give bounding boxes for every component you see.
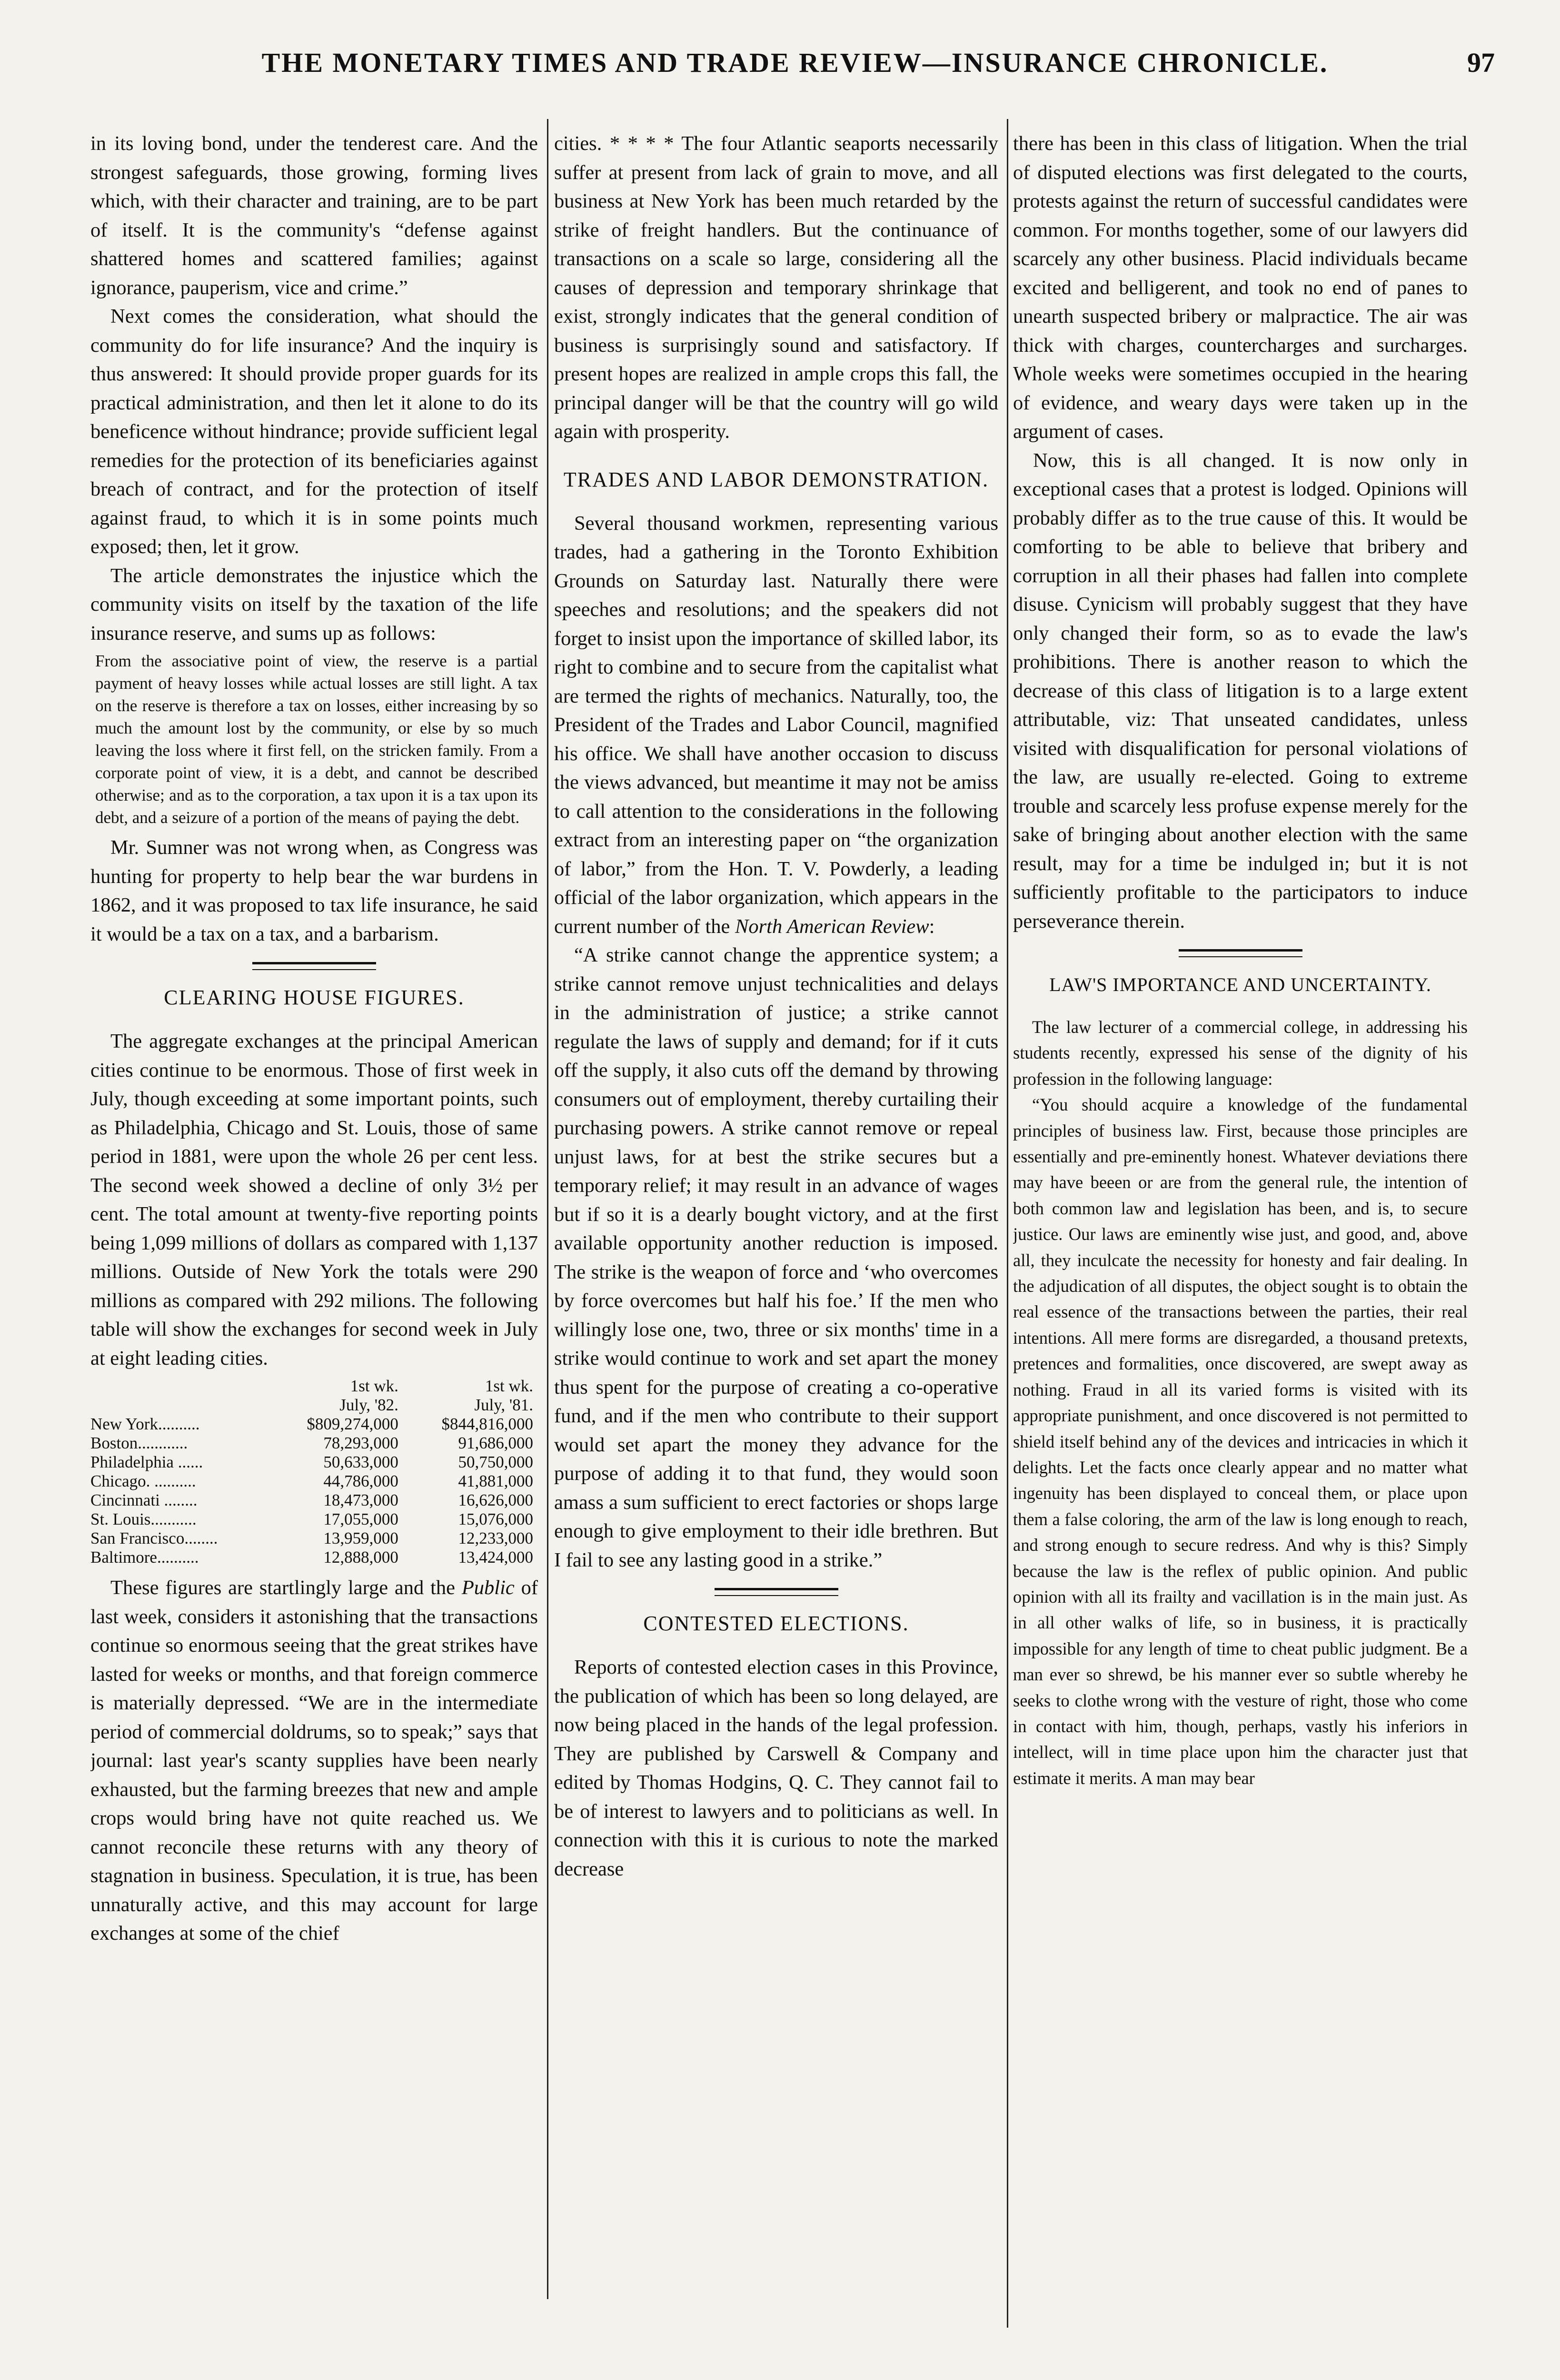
value-1881: 50,750,000 bbox=[458, 1453, 533, 1471]
paragraph: The law lecturer of a commercial college, in addressing his students recently, expressed his sense of the dignity of his profession in the following language: bbox=[1013, 1017, 1468, 1089]
table-header-1882: 1st wk. July, '82. bbox=[339, 1377, 398, 1414]
section-heading: CLEARING HOUSE FIGURES. bbox=[164, 986, 465, 1009]
column-3 bbox=[1013, 129, 1468, 2367]
value-1881: $844,816,000 bbox=[441, 1415, 533, 1433]
page-number: 97 bbox=[1467, 47, 1495, 78]
column-divider-left bbox=[547, 119, 548, 2299]
value-1882: 13,959,000 bbox=[323, 1529, 398, 1547]
paragraph: Now, this is all changed. It is now only in exceptional cases that a protest is lodged. Opinions will probably differ as to the true cause of this. It would be comforting to be able to believe that bribery and corruption in all their phases had fallen into complete disuse. Cynicism will probably suggest that they have only changed their form, so as to evade the law's prohibitions. There is another reason to which the decrease of this class of litigation is to a large extent attributable, viz: That unseated candidates, unless visited with disqualification for personal violations of the law, are usually re-elected. Going to extreme trouble and scarcely less profuse expense merely for the sake of bringing about another election with the same result, may for a time be indulged in; but it is not sufficiently profitable to the participators to induce perseverance therein. bbox=[1013, 449, 1468, 932]
clearing-house-table bbox=[90, 1377, 538, 1567]
value-1882: 50,633,000 bbox=[323, 1453, 398, 1471]
paragraph: The article demonstrates the injustice which the community visits on itself by the taxation of the life insurance reserve, and sums up as follows: bbox=[90, 564, 538, 645]
section-rule bbox=[715, 1588, 838, 1596]
masthead-title: THE MONETARY TIMES AND TRADE REVIEW—INSURANCE CHRONICLE. bbox=[261, 47, 1329, 78]
table-row bbox=[90, 1434, 538, 1453]
paragraph: “A strike cannot change the apprentice system; a strike cannot remove unjust technicalities and delays in the administration of justice; a strike cannot regulate the laws of supply and demand; for if it cuts off the supply, it also cuts off the demand by throwing consumers out of employment, thereby curtailing their purchasing powers. A strike cannot remove or repeal unjust laws, for at best the strike secures but a temporary relief; it may result in an advance of wages but if so it is a dearly bought victory, and at the first available opportunity another reduction is imposed. The strike is the weapon of force and ‘who overcomes by force overcomes but half his foe.’ If the men who willingly lose one, two, three or six months' time in a strike would continue to work and set apart the money thus spent for the purpose of creating a co-operative fund, and if the men who contribute to their support would set apart the money they advance for the purpose of adding it to that fund, they would soon amass a sum sufficient to erect factories or shops large enough to give employment to their idle brethren. But I fail to see any lasting good in a strike.” bbox=[554, 944, 998, 1571]
value-1882: 44,786,000 bbox=[323, 1472, 398, 1490]
table-row bbox=[90, 1510, 538, 1529]
section-heading: CONTESTED ELECTIONS. bbox=[643, 1612, 909, 1635]
masthead bbox=[71, 43, 1500, 86]
value-1881: 91,686,000 bbox=[458, 1434, 533, 1452]
paragraph: there has been in this class of litigation. When the trial of disputed elections was first delegated to the courts, protests against the return of successful candidates were common. For months together, some of our lawyers did scarcely any other business. Placid individuals became excited and belligerent, and took no end of panes to unearth suspected bribery or malpractice. The air was thick with charges, countercharges and surcharges. Whole weeks were sometimes occupied in the hearing of evidence, and weary days were taken up in the argument of cases. bbox=[1013, 132, 1468, 443]
paragraph: Reports of contested election cases in this Province, the publication of which has been so long delayed, are now being placed in the hands of the legal profession. They are published by Carswell & Company and edited by Thomas Hodgins, Q. C. They cannot fail to be of interest to lawyers and to politicians as well. In connection with this it is curious to note the marked decrease bbox=[554, 1656, 998, 1880]
paragraph: The aggregate exchanges at the principal American cities continue to be enormous. Those of first week in July, though exceeding at some important points, such as Philadelphia, Chicago and St. Louis, those of same period in 1881, were upon the whole 26 per cent less. The second week showed a decline of only 3½ per cent. The total amount at twenty-five reporting points being 1,099 millions of dollars as compared with 1,137 millions. Outside of New York the totals were 290 millions as compared with 292 milions. The following table will show the exchanges for second week in July at eight leading cities. bbox=[90, 1030, 538, 1369]
section-rule bbox=[1179, 949, 1302, 957]
value-1882: 18,473,000 bbox=[323, 1491, 398, 1509]
table-header-1881: 1st wk. July, '81. bbox=[474, 1377, 533, 1414]
city-cell: Chicago. .......... bbox=[90, 1472, 196, 1490]
value-1882: 12,888,000 bbox=[323, 1548, 398, 1567]
paragraph: Mr. Sumner was not wrong when, as Congress was hunting for property to help bear the war burdens in 1862, and it was proposed to tax life insurance, he said it would be a tax on a tax, and a barbarism. bbox=[90, 836, 538, 945]
city-cell: Philadelphia ...... bbox=[90, 1453, 203, 1471]
city-cell: San Francisco........ bbox=[90, 1529, 218, 1547]
city-cell: St. Louis........... bbox=[90, 1510, 197, 1528]
value-1881: 13,424,000 bbox=[458, 1548, 533, 1567]
city-cell: Cincinnati ........ bbox=[90, 1491, 198, 1509]
publication-name: North American Review bbox=[735, 915, 929, 938]
table-header-city bbox=[90, 1377, 268, 1415]
publication-name: Public bbox=[461, 1577, 515, 1599]
paragraph: Next comes the consideration, what should the community do for life insurance? And the inquiry is thus answered: It should provide proper guards for its practical administration, and then let it alone to do its beneficence without hindrance; provide sufficient legal remedies for the protection of its beneficiaries against breach of contract, and for the protection of itself against fraud, to which it is in some points much exposed; then, let it grow. bbox=[90, 305, 538, 558]
table-row bbox=[90, 1415, 538, 1434]
table-row bbox=[90, 1472, 538, 1491]
table-row bbox=[90, 1529, 538, 1548]
city-cell: New York.......... bbox=[90, 1415, 200, 1433]
block-quote: From the associative point of view, the reserve is a partial payment of heavy losses while actual losses are still light. A tax on the reserve is therefore a tax on losses, either increasing by so much the amount lost by the community, or else by so much leaving the loss where it first fell, on the stricken family. From a corporate point of view, it is a debt, and cannot be described otherwise; and as to the corporation, a tax upon it is a tax upon its debt, and a seizure of a portion of the means of paying the debt. bbox=[95, 652, 538, 827]
value-1882: $809,274,000 bbox=[307, 1415, 398, 1433]
column-divider-right bbox=[1007, 119, 1008, 2328]
paragraph: in its loving bond, under the tenderest care. And the strongest safeguards, those growing, forming lives which, with their character and training, are to be part of itself. It is the community's “defense against shattered homes and scattered families; against ignorance, pauperism, vice and crime.” bbox=[90, 132, 538, 299]
value-1881: 41,881,000 bbox=[458, 1472, 533, 1490]
value-1882: 17,055,000 bbox=[323, 1510, 398, 1528]
table-row bbox=[90, 1491, 538, 1510]
paragraph: Several thousand workmen, representing various trades, had a gathering in the Toronto Exhibition Grounds on Saturday last. Naturally there were speeches and resolutions; and the speakers did not forget to insist upon the importance of skilled labor, its right to combine and to secure from the capitalist what are termed the rights of mechanics. Naturally, too, the President of the Trades and Labor Council, magnified his office. We shall have another occasion to discuss the views advanced, but meantime it may not be amiss to call attention to the considerations in the following extract from an interesting paper on “the organization of labor,” from the Hon. T. V. Powderly, a leading official of the labor organization, which appears in the current number of the North American Review: bbox=[554, 512, 998, 938]
value-1882: 78,293,000 bbox=[323, 1434, 398, 1452]
city-cell: Boston............ bbox=[90, 1434, 188, 1452]
value-1881: 16,626,000 bbox=[458, 1491, 533, 1509]
column-2 bbox=[554, 129, 998, 2367]
column-1 bbox=[90, 129, 538, 2367]
paragraph: “You should acquire a knowledge of the fundamental principles of business law. First, because those principles are essentially and pre-eminently honest. Whatever deviations there may have beeen or are from the general rule, the intention of both common law and legislation has been, and is, to secure justice. Our laws are eminently wise just, and good, and, above all, they inculcate the necessity for honesty and fair dealing. In the adjudication of all disputes, the object sought is to obtain the real essence of the transactions between the parties, their real intentions. All mere forms are disregarded, a thousand pretexts, pretences and formalities, once discovered, are swept away as nothing. Fraud in all its varied forms is visited with its appropriate punishment, and once discovered is not permitted to shield itself behind any of the devices and intricacies in which it delights. Let the facts once clearly appear and no matter what ingenuity has been displayed to conceal them, or place upon them a false coloring, the arm of the law is long enough to reach, and strong enough to secure redress. And why is this? Simply because the law is the reflex of public opinion. And public opinion with all its frailty and vacillation is in the main just. As in all other walks of life, so in business, it is practically impossible for any length of time to cheat public judgment. Be a man ever so shrewd, be his manner ever so subtle whereby he seeks to clothe wrong with the vesture of right, those who come in contact with him, though, perhaps, vastly his inferiors in intellect, will in time place upon him the character just that estimate it merits. A man may bear bbox=[1013, 1095, 1468, 1788]
value-1881: 12,233,000 bbox=[458, 1529, 533, 1547]
value-1881: 15,076,000 bbox=[458, 1510, 533, 1528]
paragraph: These figures are startlingly large and the Public of last week, considers it astonishing that the transactions continue so enormous seeing that the great strikes have lasted for weeks or months, and that foreign commerce is materially depressed. “We are in the intermediate period of commercial doldrums, so to speak;” says that journal: last year's scanty supplies have been nearly exhausted, but the farming breezes that new and ample crops would bring have not quite reached us. We cannot reconcile these returns with any theory of stagnation in business. Speculation, it is true, has been unnaturally active, and this may account for large exchanges at some of the chief bbox=[90, 1577, 538, 1944]
table-row bbox=[90, 1548, 538, 1567]
section-rule bbox=[252, 962, 376, 970]
city-cell: Baltimore.......... bbox=[90, 1548, 199, 1567]
section-heading: LAW'S IMPORTANCE AND UNCERTAINTY. bbox=[1049, 974, 1431, 995]
table-row bbox=[90, 1453, 538, 1472]
paragraph: cities. * * * * The four Atlantic seaports necessarily suffer at present from lack of grain to move, and all business at New York has been much retarded by the strike of freight handlers. But the continuance of transactions on a scale so large, considering all the causes of depression and temporary shrinkage that exist, strongly indicates that the general condition of business is surprisingly sound and satisfactory. If present hopes are realized in ample crops this fall, the principal danger will be that the country will go wild again with prosperity. bbox=[554, 132, 998, 443]
table-header-row bbox=[90, 1377, 538, 1415]
section-heading: TRADES AND LABOR DEMONSTRATION. bbox=[563, 467, 989, 491]
